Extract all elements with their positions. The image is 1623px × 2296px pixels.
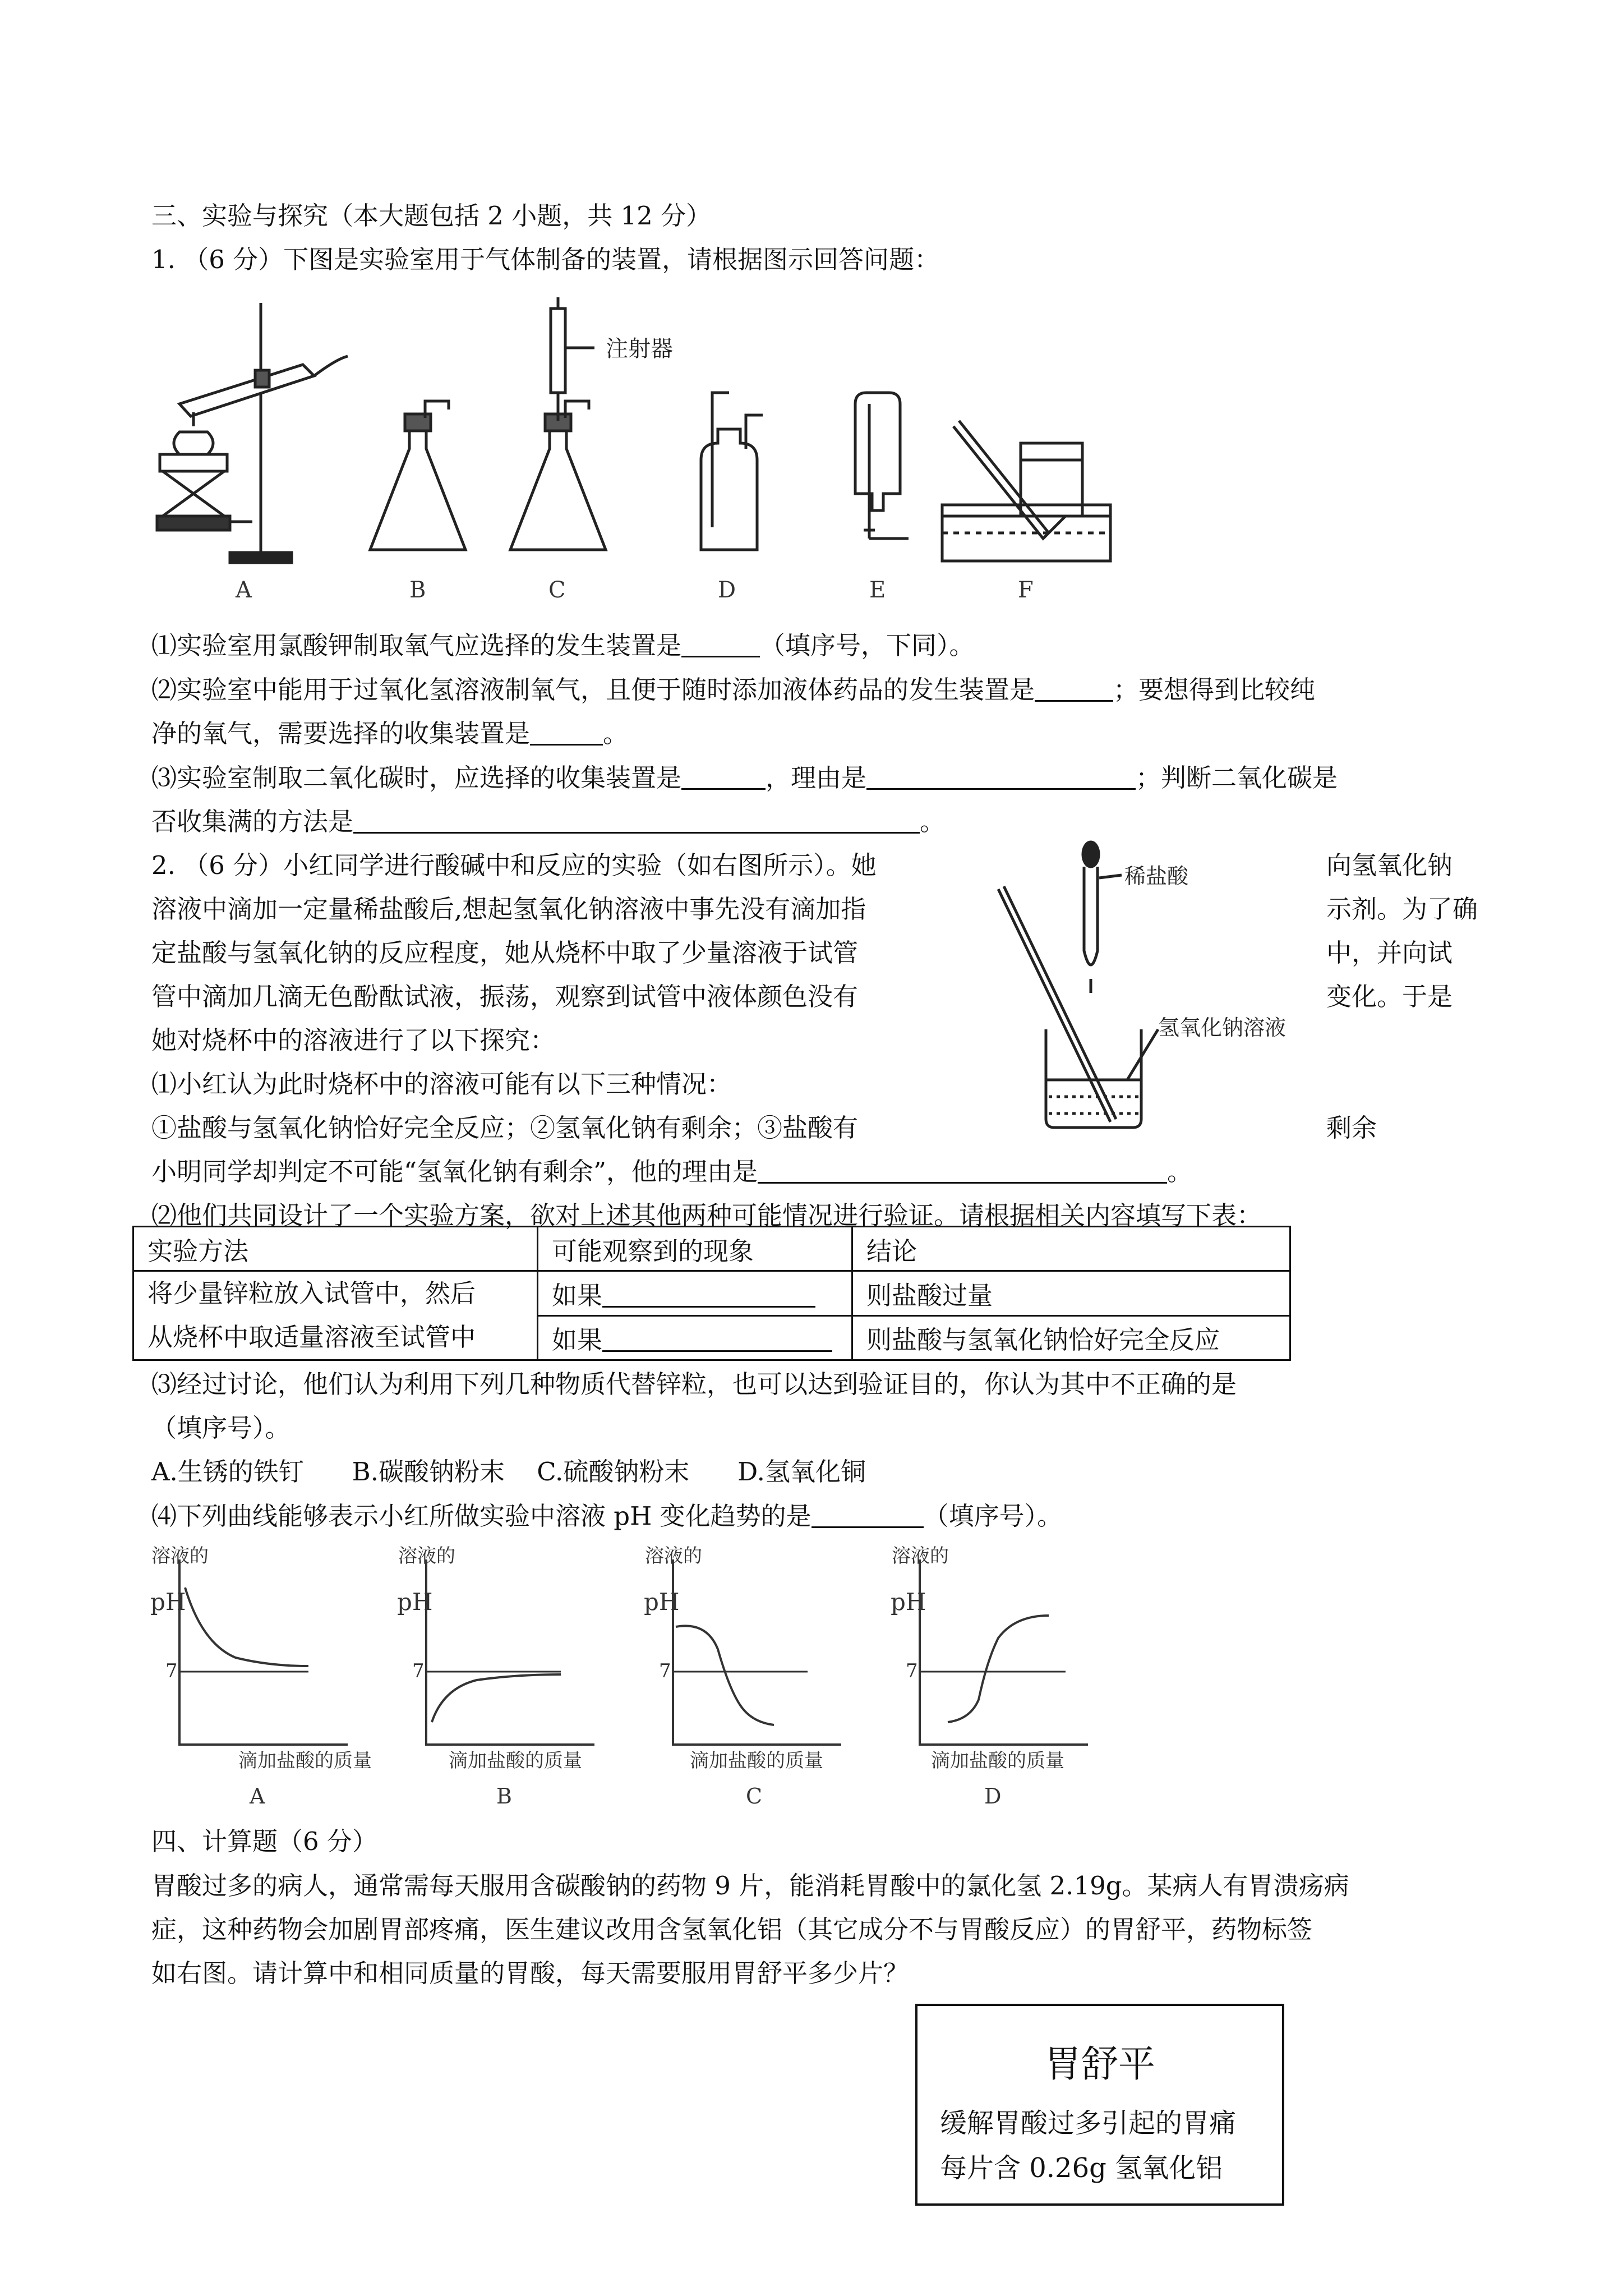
q2-line3-right: 中，并向试 <box>1326 938 1453 968</box>
section-4-line2: 症，这种药物会加剧胃部疼痛，医生建议改用含氢氧化铝（其它成分不与胃酸反应）的胃舒平，药物标签 <box>151 1915 1313 1944</box>
q2-line1-left: 2. （6 分）小红同学进行酸碱中和反应的实验（如右图所示）。她 <box>151 850 877 880</box>
svg-text:溶液的: 溶液的 <box>398 1545 455 1567</box>
svg-text:A: A <box>250 1784 265 1809</box>
experiment-table <box>132 1226 1291 1361</box>
q2-line2-right: 示剂。为了确 <box>1326 894 1478 924</box>
ph-graph-b <box>397 1545 594 1809</box>
apparatus-label-d: D <box>718 577 736 603</box>
apparatus-label-e: E <box>869 577 886 603</box>
section-4-line1: 胃酸过多的病人，通常需每天服用含碳酸钠的药物 9 片，能消耗胃酸中的氯化氢 2.19g。某病人有胃溃疡病 <box>151 1871 1349 1901</box>
svg-text:pH: pH <box>891 1588 926 1616</box>
svg-text:滴加盐酸的质量: 滴加盐酸的质量 <box>931 1750 1064 1772</box>
apparatus-label-f: F <box>1018 577 1034 603</box>
answer-blank[interactable] <box>1035 678 1113 702</box>
table-header-phenomenon: 可能观察到的现象 <box>538 1227 852 1271</box>
ph-graph-a <box>150 1545 372 1809</box>
answer-blank[interactable] <box>866 766 1136 790</box>
answer-blank[interactable] <box>681 766 766 790</box>
table-cell-phenomenon: 如果 <box>538 1271 852 1316</box>
svg-text:7: 7 <box>906 1660 918 1682</box>
table-header-conclusion: 结论 <box>852 1227 1290 1271</box>
svg-text:滴加盐酸的质量: 滴加盐酸的质量 <box>238 1750 372 1772</box>
q2-line3-left: 定盐酸与氢氧化钠的反应程度，她从烧杯中取了少量溶液于试管 <box>151 938 859 968</box>
apparatus-e-inverted-bottle <box>855 393 909 539</box>
q2-line5: 她对烧杯中的溶液进行了以下探究： <box>151 1025 556 1055</box>
medicine-label-line2: 每片含 0.26g 氢氧化铝 <box>940 2152 1223 2184</box>
q2-part3-line2: （填序号）。 <box>151 1413 291 1443</box>
answer-blank[interactable] <box>602 1328 832 1352</box>
medicine-label-title: 胃舒平 <box>1044 2042 1155 2086</box>
answer-blank[interactable] <box>758 1159 1167 1184</box>
q1-part3-line2: 否收集满的方法是 。 <box>151 807 946 836</box>
svg-text:溶液的: 溶液的 <box>645 1545 702 1567</box>
q1-part3-line1: ⑶实验室制取二氧化碳时，应选择的收集装置是 ，理由是 ；判断二氧化碳是 <box>151 763 1338 793</box>
ph-graph-d <box>891 1545 1088 1809</box>
figure-label-hcl: 稀盐酸 <box>1124 864 1189 889</box>
q2-line2-left: 溶液中滴加一定量稀盐酸后,想起氢氧化钠溶液中事先没有滴加指 <box>151 894 866 924</box>
section-4-line3: 如右图。请计算中和相同质量的胃酸，每天需要服用胃舒平多少片？ <box>151 1958 909 1988</box>
apparatus-f-trough <box>942 421 1110 561</box>
svg-text:7: 7 <box>659 1660 671 1682</box>
q2-part3-options: A.生锈的铁钉 B.碳酸钠粉末 C.硫酸钠粉末 D.氢氧化铜 <box>151 1457 866 1487</box>
syringe-label: 注射器 <box>606 336 673 362</box>
q1-part2-line2: 净的氧气，需要选择的收集装置是 。 <box>151 719 629 748</box>
svg-text:溶液的: 溶液的 <box>151 1545 209 1567</box>
q2-part2: ⑵他们共同设计了一个实验方案，欲对上述其他两种可能情况进行验证。请根据相关内容填写下表： <box>151 1200 1262 1230</box>
svg-text:pH: pH <box>644 1588 680 1616</box>
medicine-label-line1: 缓解胃酸过多引起的胃痛 <box>940 2108 1237 2139</box>
titration-figure <box>993 839 1307 1142</box>
table-cell-method: 将少量锌粒放入试管中，然后 从烧杯中取适量溶液至试管中 <box>133 1271 538 1360</box>
q1-part1: ⑴实验室用氯酸钾制取氧气应选择的发生装置是 （填序号，下同）。 <box>151 631 975 660</box>
apparatus-d-bottle <box>701 393 763 550</box>
q2-line4-right: 变化。于是 <box>1326 982 1453 1011</box>
q1-intro: 1. （6 分）下图是实验室用于气体制备的装置，请根据图示回答问题： <box>151 245 940 274</box>
svg-text:D: D <box>984 1784 1002 1809</box>
table-cell-conclusion: 则盐酸与氢氧化钠恰好完全反应 <box>852 1315 1290 1360</box>
section-3-heading: 三、实验与探究（本大题包括 2 小题，共 12 分） <box>151 201 712 231</box>
ph-curves-figure <box>146 1537 1211 1818</box>
table-cell-phenomenon: 如果 <box>538 1315 852 1360</box>
section-4-heading: 四、计算题（6 分） <box>151 1826 377 1856</box>
svg-text:7: 7 <box>412 1660 425 1682</box>
q2-line4-left: 管中滴加几滴无色酚酞试液，振荡，观察到试管中液体颜色没有 <box>151 982 859 1011</box>
svg-text:7: 7 <box>165 1660 178 1682</box>
svg-text:滴加盐酸的质量: 滴加盐酸的质量 <box>449 1750 582 1772</box>
table-header-row <box>133 1227 1290 1271</box>
apparatus-c-flask-syringe <box>510 297 606 550</box>
gas-apparatus-figure <box>146 292 1155 611</box>
q2-part4: ⑷下列曲线能够表示小红所做实验中溶液 pH 变化趋势的是 （填序号）。 <box>151 1501 1063 1531</box>
medicine-label <box>915 2004 1284 2206</box>
apparatus-label-c: C <box>548 577 566 603</box>
ph-graph-c <box>644 1545 841 1809</box>
q2-reason-line: 小明同学却判定不可能“氢氧化钠有剩余”，他的理由是 。 <box>151 1157 1193 1186</box>
answer-blank[interactable] <box>530 721 603 746</box>
table-cell-conclusion: 则盐酸过量 <box>852 1271 1290 1316</box>
svg-text:滴加盐酸的质量: 滴加盐酸的质量 <box>690 1750 823 1772</box>
q2-part1: ⑴小红认为此时烧杯中的溶液可能有以下三种情况： <box>151 1069 732 1099</box>
apparatus-a-stand <box>157 303 348 563</box>
answer-blank[interactable] <box>681 633 760 657</box>
svg-text:pH: pH <box>397 1588 433 1616</box>
q2-line1-right: 向氢氧化钠 <box>1326 850 1453 880</box>
answer-blank[interactable] <box>602 1283 815 1308</box>
table-row <box>133 1271 1290 1316</box>
svg-text:溶液的: 溶液的 <box>892 1545 949 1567</box>
figure-label-naoh: 氢氧化钠溶液 <box>1158 1015 1287 1040</box>
svg-text:B: B <box>496 1784 512 1809</box>
q1-part2-line1: ⑵实验室中能用于过氧化氢溶液制氧气，且便于随时添加液体药品的发生装置是 ；要想得到比较纯 <box>151 675 1316 705</box>
apparatus-b-flask <box>370 401 465 550</box>
apparatus-label-a: A <box>236 577 252 603</box>
table-header-method: 实验方法 <box>133 1227 538 1271</box>
answer-blank[interactable] <box>811 1504 924 1528</box>
svg-text:pH: pH <box>150 1588 186 1616</box>
answer-blank[interactable] <box>353 809 920 834</box>
q2-part3-line1: ⑶经过讨论，他们认为利用下列几种物质代替锌粒，也可以达到验证目的，你认为其中不正确的是 <box>151 1369 1237 1399</box>
svg-text:C: C <box>746 1784 763 1809</box>
apparatus-label-b: B <box>409 577 426 603</box>
q2-cases-right: 剩余 <box>1326 1113 1377 1143</box>
q2-cases-left: ①盐酸与氢氧化钠恰好完全反应；②氢氧化钠有剩余；③盐酸有 <box>151 1113 859 1143</box>
